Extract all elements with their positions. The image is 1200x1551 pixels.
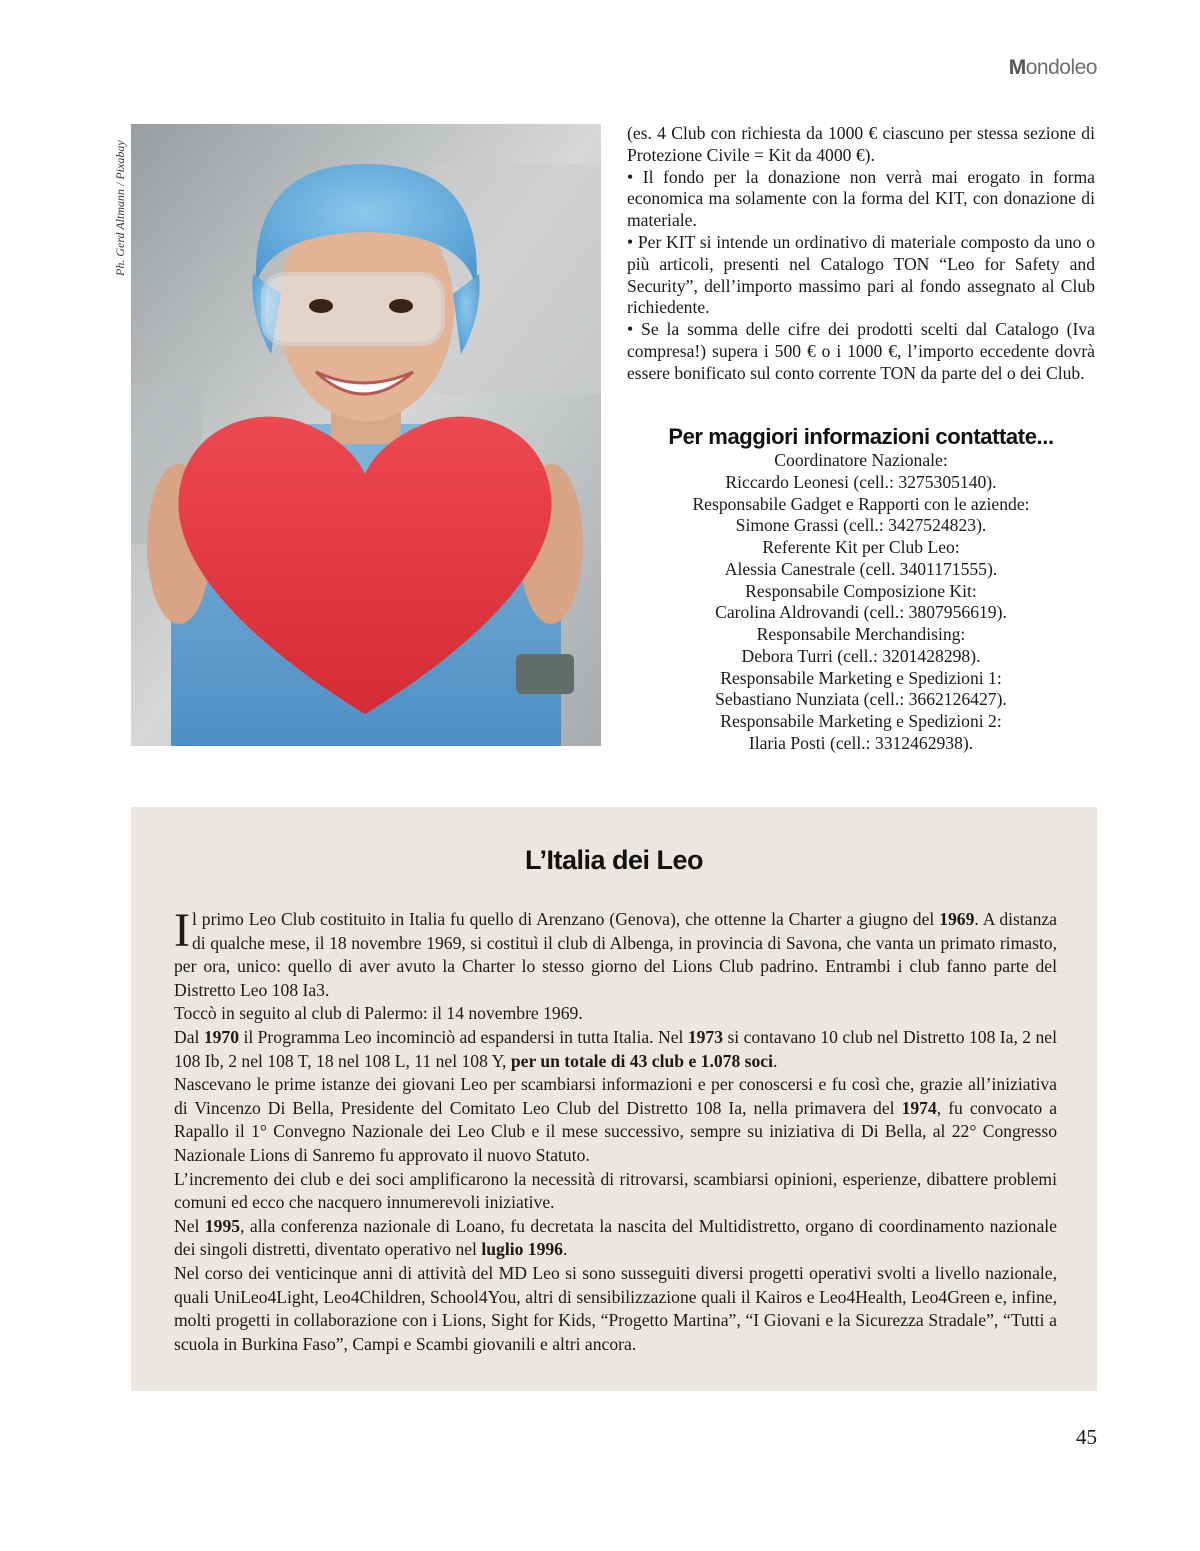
bold-run: 1969 xyxy=(939,909,975,929)
history-paragraph-7: Nel corso dei venticinque anni di attività del MD Leo si sono susseguiti diversi progetti operativi svolti a livello nazionale, quali UniLeo4Light, Leo4Children, School4You, altri di sensibilizzazione quali il Kairos e Leo4Health, Leo4Green e, infine, molti progetti in collaborazione con i Lions, Sight for Kids, “Progetto Martina”, “I Giovani e la Sicurezza Stradale”, “Tutti a scuola in Burkina Faso”, Campi e Scambi giovanili e altri ancora. xyxy=(174,1262,1057,1354)
text-run: Dal xyxy=(174,1026,204,1047)
contact-line: Debora Turri (cell.: 3201428298). xyxy=(741,645,981,666)
page-number: 45 xyxy=(1076,1425,1097,1449)
drop-cap: I xyxy=(174,904,190,957)
brand-initial: M xyxy=(1008,56,1026,79)
contact-line: Ilaria Posti (cell.: 3312462938). xyxy=(748,732,974,753)
bold-run: 1974 xyxy=(901,1097,937,1118)
contacts-list xyxy=(627,450,1095,755)
history-paragraph-4 xyxy=(174,1073,1057,1167)
history-paragraph-2: Toccò in seguito al club di Palermo: il 14 novembre 1969. xyxy=(174,1003,583,1024)
contact-line: Coordinatore Nazionale: xyxy=(774,450,948,470)
rules-paragraph-1: (es. 4 Club con richiesta da 1000 € ciascuno per stessa sezione di Protezione Civile = Kit da 4000 €). xyxy=(627,123,1095,165)
contact-line: Responsabile Composizione Kit: xyxy=(745,580,977,601)
text-run: il Programma Leo incominciò ad espandersi in tutta Italia. Nel xyxy=(239,1026,688,1047)
photo-credit: Ph. Gerd Altmann / Pixabay xyxy=(113,140,127,276)
text-run: . A distanza di qualche mese, il 18 novembre 1969, si costituì il club di Albenga, in provincia di Savona, che vanta un primato rimasto, per ora, unico: quello di aver avuto la Charter lo stesso giorno del Lions Club padrino. Entrambi i club fanno parte del Distretto Leo 108 Ia3. xyxy=(174,909,1057,1000)
bold-run: 1973 xyxy=(687,1026,724,1047)
brand-rest: ondoleo xyxy=(1025,56,1097,79)
bold-run: 1970 xyxy=(203,1026,240,1047)
history-paragraph-1 xyxy=(174,904,1057,1002)
history-paragraph-6 xyxy=(174,1215,1057,1262)
rules-paragraph-3: • Per KIT si intende un ordinativo di materiale composto da uno o più articoli, presenti nel Catalogo TON “Leo for Safety and Security”, dell’importo massimo pari al fondo assegnato al Club richiedente. xyxy=(627,231,1095,318)
donation-rules-text xyxy=(627,123,1095,385)
contact-line: Simone Grassi (cell.: 3427524823). xyxy=(735,515,987,536)
text-run: , fu convocato a Rapallo il 1° Convegno Nazionale dei Leo Club e il mese successivo, sempre su iniziativa di Di Bella, al 22° Congresso Nazionale Lions di Sanremo fu approvato il nuovo Statuto. xyxy=(174,1097,1057,1165)
bold-run: per un totale di 43 club e 1.078 soci xyxy=(510,1050,773,1071)
rules-paragraph-2: • Il fondo per la donazione non verrà mai erogato in forma economica ma solamente con la forma del KIT, con donazione di materiale. xyxy=(627,166,1095,231)
text-run: , alla conferenza nazionale di Loano, fu decretata la nascita del Multidistretto, organo di coordinamento nazionale dei singoli distretti, diventato operativo nel xyxy=(174,1215,1057,1260)
contact-line: Alessia Canestrale (cell. 3401171555). xyxy=(724,558,998,579)
history-title: L’Italia dei Leo xyxy=(524,845,704,875)
contact-line: Riccardo Leonesi (cell.: 3275305140). xyxy=(725,471,997,492)
text-run: Nascevano le prime istanze dei giovani Leo per scambiarsi informazioni e per conoscersi e fu così che, grazie all’iniziativa di Vincenzo Di Bella, Presidente del Comitato Leo Club del Distretto 108 Ia, nella primavera del xyxy=(174,1074,1057,1118)
magazine-brand xyxy=(1009,56,1097,80)
contact-line: Sebastiano Nunziata (cell.: 3662126427). xyxy=(715,689,1007,710)
history-paragraph-5: L’incremento dei club e dei soci amplificarono la necessità di ritrovarsi, scambiarsi opinioni, esperienze, dibattere problemi comuni ed ecco che nacquero innumerevoli iniziative. xyxy=(174,1168,1057,1213)
history-paragraph-3 xyxy=(174,1026,1057,1073)
history-box xyxy=(131,807,1097,1391)
contact-line: Responsabile Marketing e Spedizioni 2: xyxy=(720,711,1002,731)
rules-paragraph-4: • Se la somma delle cifre dei prodotti scelti dal Catalogo (Iva compresa!) supera i 500 € o i 1000 €, l’importo eccedente dovrà essere bonificato sul conto corrente TON da parte del o dei Club. xyxy=(627,319,1095,383)
contact-line: Responsabile Gadget e Rapporti con le aziende: xyxy=(692,493,1030,514)
contact-line: Responsabile Marketing e Spedizioni 1: xyxy=(720,667,1002,688)
bold-run: 1995 xyxy=(204,1215,241,1236)
nurse-heart-photo xyxy=(131,124,601,746)
bold-run: luglio 1996 xyxy=(481,1239,563,1260)
text-run: l primo Leo Club costituito in Italia fu quello di Arenzano (Genova), che ottenne la Charter a giugno del xyxy=(191,909,940,929)
history-body xyxy=(174,904,1057,1356)
text-run: . xyxy=(562,1239,568,1260)
text-run: . xyxy=(772,1050,778,1071)
contact-line: Responsabile Merchandising: xyxy=(756,624,966,644)
contact-line: Carolina Aldrovandi (cell.: 3807956619). xyxy=(715,602,1007,623)
contacts-heading: Per maggiori informazioni contattate... xyxy=(668,424,1054,449)
text-run: Nel xyxy=(174,1215,205,1236)
text-run: si contavano 10 club nel Distretto 108 Ia, 2 nel 108 Ib, 2 nel 108 T, 18 nel 108 L, 11 nel 108 Y, xyxy=(174,1026,1057,1071)
contact-line: Referente Kit per Club Leo: xyxy=(762,537,960,557)
